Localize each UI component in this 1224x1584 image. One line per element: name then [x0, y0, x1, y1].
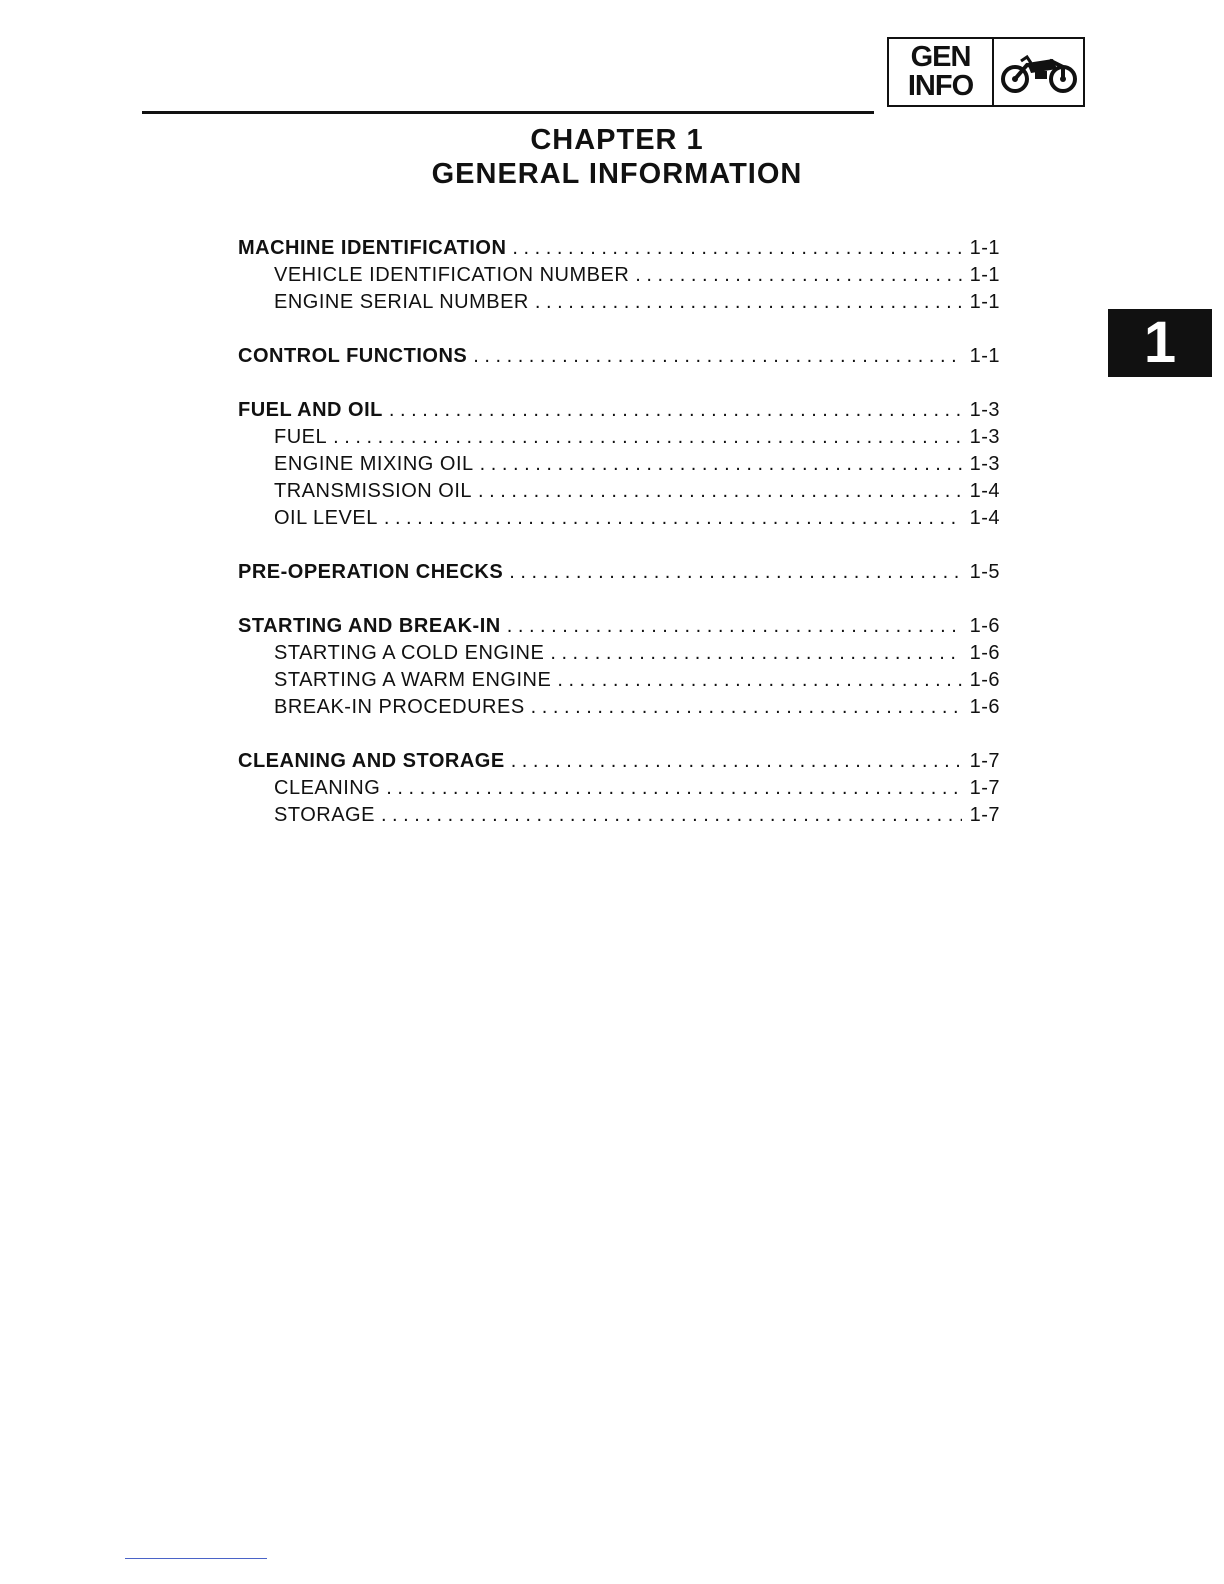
toc-entry-title: CLEANING: [274, 777, 381, 799]
section-badge: [887, 37, 1085, 107]
toc-section-entry[interactable]: [238, 613, 1000, 640]
toc-group-gap: [238, 721, 1000, 748]
toc-dot-leader: [384, 505, 962, 532]
toc-dot-leader: [557, 667, 961, 694]
toc-group-gap: [238, 316, 1000, 343]
toc-dot-leader: [333, 424, 961, 451]
toc-page-number: 1-7: [969, 750, 1000, 772]
table-of-contents: [238, 235, 1000, 829]
toc-page-number: 1-7: [969, 804, 1000, 826]
header-rule: [142, 111, 874, 114]
badge-line-gen: GEN: [910, 41, 971, 73]
toc-page-number: 1-3: [969, 426, 1000, 448]
toc-page-number: 1-3: [969, 453, 1000, 475]
toc-subsection-entry[interactable]: [238, 667, 1000, 694]
toc-entry-title: ENGINE MIXING OIL: [274, 453, 474, 475]
toc-page-number: 1-7: [969, 777, 1000, 799]
toc-dot-leader: [507, 613, 962, 640]
toc-page-number: 1-4: [969, 480, 1000, 502]
toc-entry-title: FUEL AND OIL: [238, 399, 383, 421]
toc-subsection-entry[interactable]: [238, 694, 1000, 721]
chapter-tab-marker: 1: [1108, 309, 1212, 377]
toc-dot-leader: [478, 478, 962, 505]
toc-section-entry[interactable]: [238, 559, 1000, 586]
toc-page-number: 1-1: [969, 237, 1000, 259]
toc-dot-leader: [386, 775, 961, 802]
toc-group-gap: [238, 532, 1000, 559]
toc-entry-title: CONTROL FUNCTIONS: [238, 345, 468, 367]
toc-subsection-entry[interactable]: [238, 424, 1000, 451]
chapter-number: CHAPTER 1: [530, 124, 704, 156]
toc-subsection-entry[interactable]: [238, 802, 1000, 829]
toc-page-number: 1-1: [969, 291, 1000, 313]
toc-group-gap: [238, 586, 1000, 613]
toc-dot-leader: [531, 694, 962, 721]
toc-entry-title: ENGINE SERIAL NUMBER: [274, 291, 529, 313]
toc-dot-leader: [480, 451, 962, 478]
toc-section-entry[interactable]: [238, 397, 1000, 424]
toc-section-entry[interactable]: [238, 343, 1000, 370]
toc-subsection-entry[interactable]: [238, 775, 1000, 802]
toc-section-entry[interactable]: [238, 235, 1000, 262]
toc-entry-title: STARTING A WARM ENGINE: [274, 669, 552, 691]
toc-subsection-entry[interactable]: [238, 640, 1000, 667]
badge-label: [889, 39, 994, 105]
toc-dot-leader: [550, 640, 961, 667]
toc-entry-title: STORAGE: [274, 804, 375, 826]
toc-entry-title: STARTING AND BREAK-IN: [238, 615, 501, 637]
toc-entry-title: BREAK-IN PROCEDURES: [274, 696, 525, 718]
toc-subsection-entry[interactable]: [238, 505, 1000, 532]
toc-dot-leader: [635, 262, 961, 289]
toc-entry-title: MACHINE IDENTIFICATION: [238, 237, 507, 259]
toc-dot-leader: [511, 748, 962, 775]
toc-dot-leader: [381, 802, 962, 829]
toc-section-entry[interactable]: [238, 748, 1000, 775]
badge-line-info: INFO: [907, 70, 974, 102]
toc-entry-title: PRE-OPERATION CHECKS: [238, 561, 504, 583]
toc-subsection-entry[interactable]: [238, 262, 1000, 289]
chapter-title: GENERAL INFORMATION: [431, 158, 803, 190]
toc-page-number: 1-6: [969, 642, 1000, 664]
toc-page-number: 1-4: [969, 507, 1000, 529]
toc-page-number: 1-6: [969, 696, 1000, 718]
toc-group-gap: [238, 370, 1000, 397]
toc-entry-title: OIL LEVEL: [274, 507, 378, 529]
toc-subsection-entry[interactable]: [238, 289, 1000, 316]
toc-dot-leader: [512, 235, 961, 262]
toc-dot-leader: [509, 559, 961, 586]
footer-link-line: [125, 1558, 267, 1559]
toc-page-number: 1-1: [969, 345, 1000, 367]
toc-page-number: 1-6: [969, 669, 1000, 691]
toc-dot-leader: [535, 289, 962, 316]
toc-page-number: 1-1: [969, 264, 1000, 286]
toc-entry-title: CLEANING AND STORAGE: [238, 750, 505, 772]
toc-page-number: 1-3: [969, 399, 1000, 421]
toc-subsection-entry[interactable]: [238, 451, 1000, 478]
toc-entry-title: STARTING A COLD ENGINE: [274, 642, 545, 664]
toc-dot-leader: [473, 343, 961, 370]
toc-entry-title: FUEL: [274, 426, 328, 448]
toc-dot-leader: [389, 397, 962, 424]
toc-entry-title: VEHICLE IDENTIFICATION NUMBER: [274, 264, 630, 286]
toc-subsection-entry[interactable]: [238, 478, 1000, 505]
toc-entry-title: TRANSMISSION OIL: [274, 480, 473, 502]
motorcycle-icon: [994, 39, 1083, 105]
toc-page-number: 1-6: [969, 615, 1000, 637]
toc-page-number: 1-5: [969, 561, 1000, 583]
